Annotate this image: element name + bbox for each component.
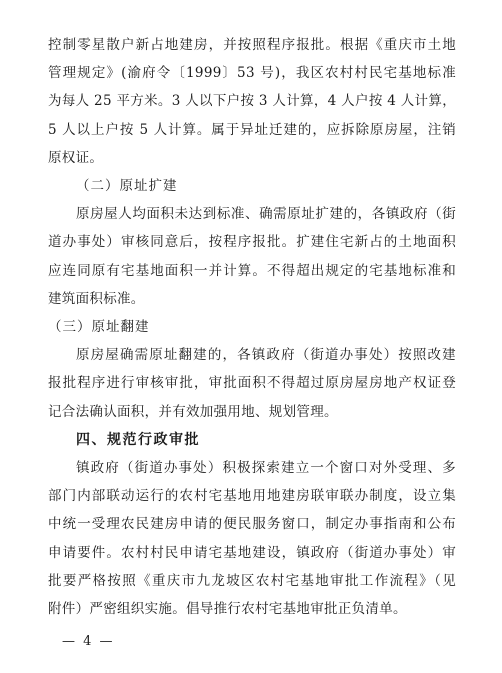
- section-4-line-1: 镇政府（街道办事处）积极探索建立一个窗口对外受理、多: [76, 460, 456, 476]
- section-3-heading: （三）原址翻建: [48, 319, 150, 335]
- section-4-heading: 四、规范行政审批: [76, 431, 200, 448]
- section-4-line-3: 中统一受理农民建房申请的便民服务窗口，制定办事指南和公布: [48, 516, 456, 533]
- section-2-line-2: 道办事处）审核同意后，按程序报批。扩建住宅新占的土地面积: [48, 234, 456, 251]
- section-4-line-6: 附件）严密组织实施。倡导推行农村宅基地审批正负清单。: [48, 601, 407, 617]
- page-number: — 4 —: [62, 634, 115, 650]
- section-3-line-2: 报批程序进行审核审批，审批面积不得超过原房屋房地产权证登: [48, 375, 456, 392]
- section-4-line-5: 批要严格按照《重庆市九龙坡区农村宅基地审批工作流程》（见: [48, 572, 456, 589]
- section-2-line-4: 建筑面积标准。: [48, 290, 145, 307]
- section-3-line-3: 记合法确认面积，并有效加强用地、规划管理。: [48, 403, 338, 420]
- section-4-line-2: 部门内部联动运行的农村宅基地用地建房联审联办制度，设立集: [48, 488, 456, 505]
- section-3-line-1: 原房屋确需原址翻建的，各镇政府（街道办事处）按照改建: [76, 347, 456, 364]
- paragraph-1-line-2: 管理规定》(渝府令〔1999〕53 号)，我区农村村民宅基地标准: [48, 65, 456, 82]
- paragraph-1-line-1: 控制零星散户新占地建房，并按照程序报批。根据《重庆市土地: [48, 37, 456, 53]
- paragraph-1-line-3: 为每人 25 平方米。3 人以下户按 3 人计算，4 人户按 4 人计算，: [48, 93, 456, 110]
- section-4-line-4: 申请要件。农村村民申请宅基地建设，镇政府（街道办事处）审: [48, 544, 456, 561]
- section-2-heading: （二）原址扩建: [76, 178, 178, 194]
- paragraph-1-line-4: 5 人以上户按 5 人计算。属于异址迁建的，应拆除原房屋，注销: [48, 121, 456, 138]
- section-2-line-1: 原房屋人均面积未达到标准、确需原址扩建的，各镇政府（街: [76, 206, 456, 223]
- section-2-line-3: 应连同原有宅基地面积一并计算。不得超出规定的宅基地标准和: [48, 262, 456, 279]
- paragraph-1-line-5: 原权证。: [48, 149, 104, 166]
